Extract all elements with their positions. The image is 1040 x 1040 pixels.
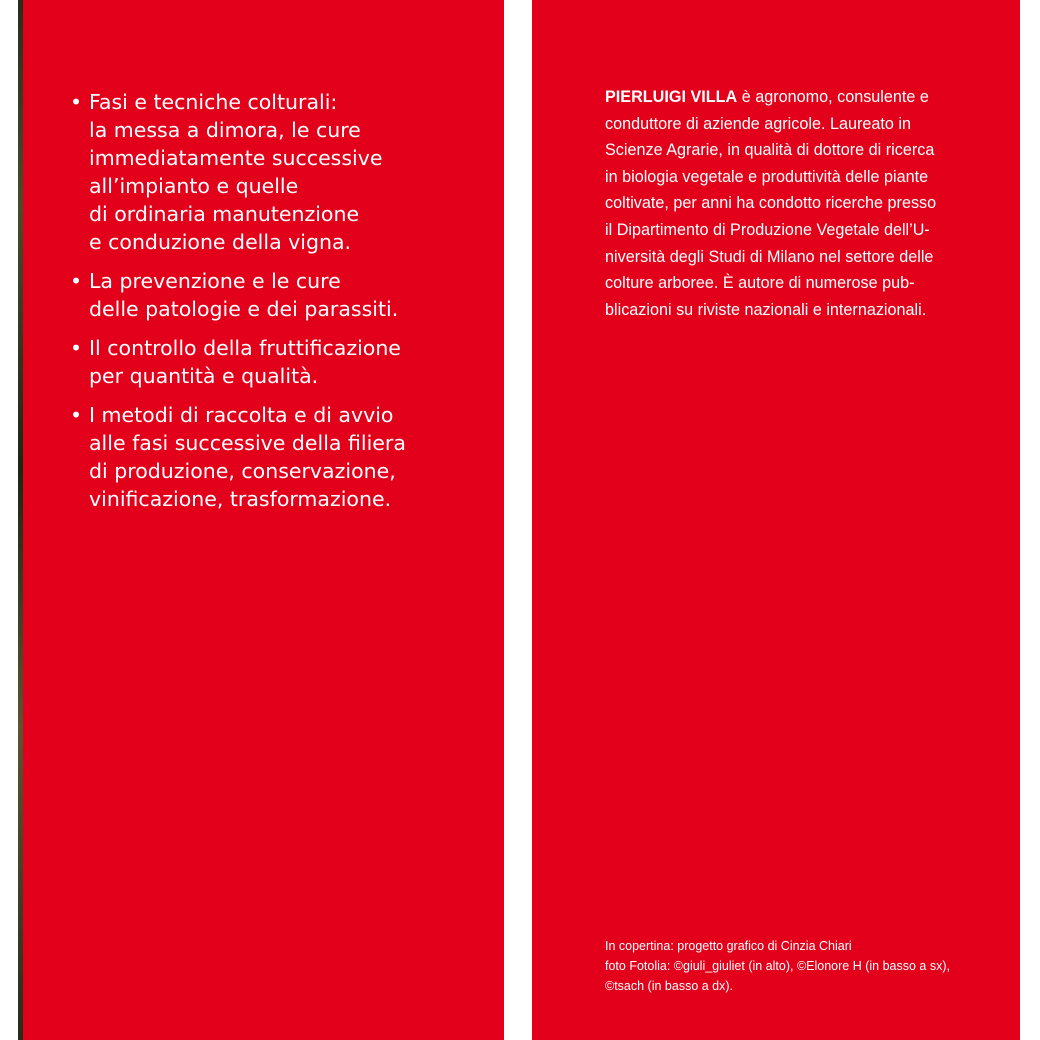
bio-line: coltivate, per anni ha condotto ricerche presso — [605, 194, 937, 213]
bio-first-line — [605, 84, 965, 111]
bio-line: blicazioni su riviste nazionali e internazionali. — [605, 300, 927, 319]
bullet-line: alle fasi successive della filiera — [89, 431, 406, 455]
bio-line: Scienze Agrarie, in qualità di dottore di ricerca — [605, 141, 935, 160]
bio-line: colture arboree. È autore di numerose pub- — [605, 274, 915, 293]
bio-line: conduttore di aziende agricole. Laureato in — [605, 114, 911, 133]
bullet-line: e conduzione della vigna. — [89, 230, 352, 254]
bullet-dot-icon: • — [70, 336, 83, 360]
bullet-item-harvest-methods — [70, 401, 490, 513]
bullet-line: di produzione, conservazione, — [89, 459, 396, 483]
credit-line: ©tsach (in basso a dx). — [605, 979, 734, 993]
bullet-line: per quantità e qualità. — [89, 364, 319, 388]
credit-line: In copertina: progetto grafico di Cinzia Chiari — [605, 939, 852, 953]
bullet-line: Fasi e tecniche colturali: — [89, 90, 338, 114]
white-divider — [504, 0, 532, 1040]
bio-line: niversità degli Studi di Milano nel settore delle — [605, 247, 934, 266]
bullet-line: delle patologie e dei parassiti. — [89, 297, 399, 321]
credit-line: foto Fotolia: ©giuli_giuliet (in alto), ©Elonore H (in basso a sx), — [605, 959, 950, 973]
bio-line: il Dipartimento di Produzione Vegetale dell’U- — [605, 220, 930, 239]
bullet-line: immediatamente successive — [89, 146, 383, 170]
cover-credits — [605, 936, 1005, 996]
bullet-item-fruiting-control — [70, 334, 490, 390]
bullet-line: di ordinaria manutenzione — [89, 202, 360, 226]
author-name: PIERLUIGI VILLA — [605, 88, 738, 106]
bullet-item-prevention — [70, 267, 490, 323]
bullet-dot-icon: • — [70, 403, 83, 427]
bio-line: in biologia vegetale e produttività delle piante — [605, 167, 929, 186]
bullet-dot-icon: • — [70, 90, 83, 114]
bullet-line: Il controllo della fruttificazione — [89, 336, 401, 360]
bullet-line: vinificazione, trasformazione. — [89, 487, 392, 511]
contents-bullet-list — [70, 88, 490, 524]
bullet-line: all’impianto e quelle — [89, 174, 299, 198]
author-bio — [605, 84, 965, 323]
bullet-line: La prevenzione e le cure — [89, 269, 341, 293]
bullet-line: I metodi di raccolta e di avvio — [89, 403, 394, 427]
bullet-item-phases — [70, 88, 490, 256]
bio-first-line-rest: è agronomo, consulente e — [737, 88, 929, 106]
bullet-line: la messa a dimora, le cure — [89, 118, 361, 142]
bullet-dot-icon: • — [70, 269, 83, 293]
